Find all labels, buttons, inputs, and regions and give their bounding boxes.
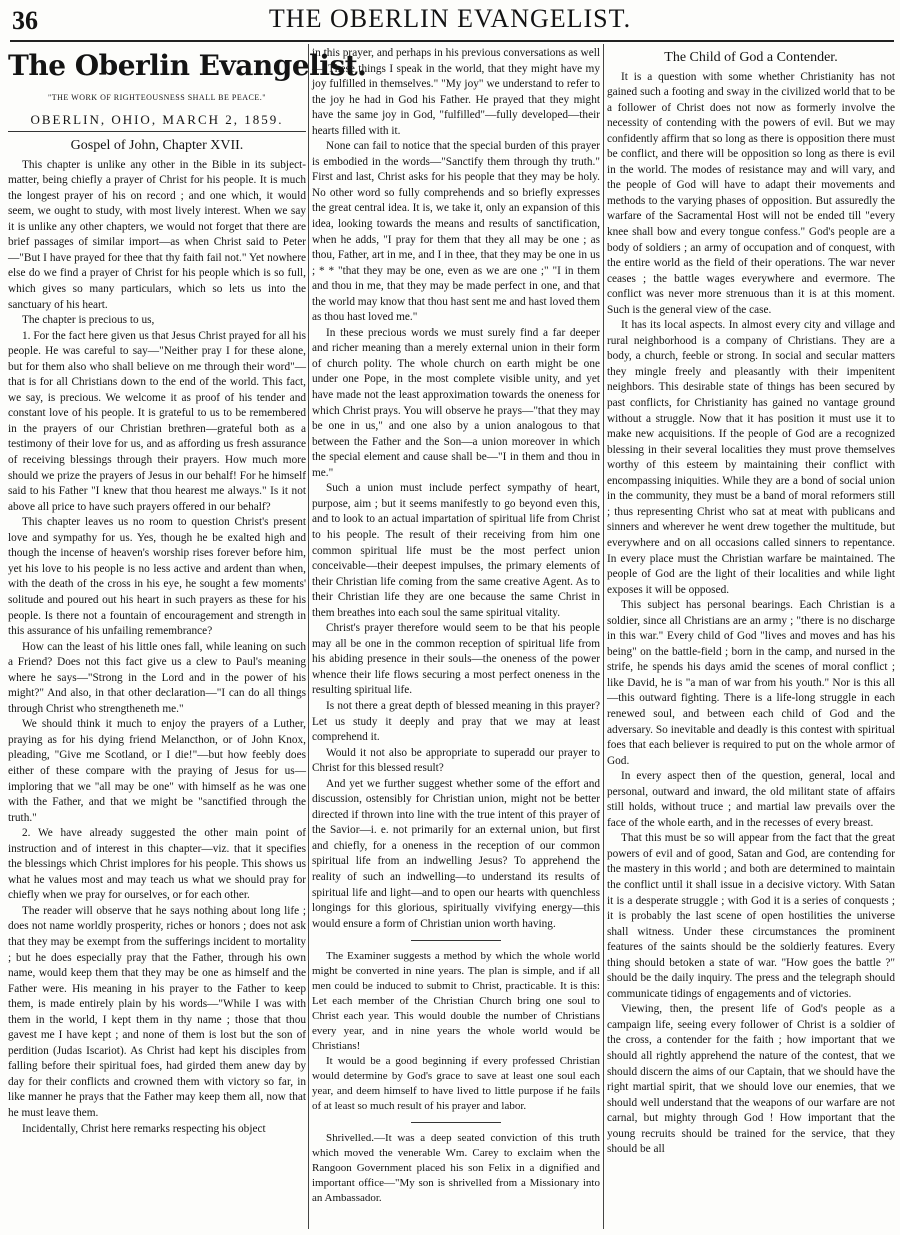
column-divider — [603, 44, 604, 1229]
article-title: The Child of God a Contender. — [664, 50, 838, 65]
paragraph: In every aspect then of the question, general, local and personal, outward and inward, the old militant state of affairs still holds, without truce ; and martial law prevails over the face of the whole earth, and in the recesses of every breast. — [607, 770, 895, 829]
paragraph: In these precious words we must surely find a far deeper and richer meaning than a merely external union in their form of church polity. The whole church on earth might be one under one Pope, in the most complete visible unity, and yet have made not the least approximation towards the oneness for which Christ prays. You will observe he prays—"that they may be one in us," and one also by a union analogous to that between the Father and the Son—a union moreover in which the special element and cause shall be—"I in them and thou in me." — [312, 326, 600, 479]
paragraph: It is a question with some whether Christianity has not gained such a footing and sway in the civilized world that to be a follower of Christ does not now as formerly involve the necessity of contending with the powers of evil. But we may confidently affirm that so long as there is opposition there must be conflict, and there will be opposition so long as there is evil in the world. The modes of resistance may and will vary, and the people of God will have to adapt their movements and methods to the varying phases of opposition. But assuredly the warfare of the Sacramental Host will not be ended till "every knee shall bow and every tongue confess." God's people are a body of soldiers ; an army of occupation and of conquest, with the entire world as the field of their operations. The war never ceases ; the battle wages everywhere and evermore. The conflict was never more strenuous than it is at this moment. Such is the general view of the case. — [607, 70, 895, 316]
examiner-note — [312, 949, 600, 1114]
paragraph: This chapter is unlike any other in the Bible in its subject-matter, being chiefly a prayer of Christ for his people. It is much the longest prayer of his on record ; and one which, it would seem, we ought to study, with most lively interest. When we say it is unlike any other chapters, we would not forget that there are brief passages of similar import—as when Christ said to Peter—"But I have prayed for thee that thy faith fail not." Yet nowhere else do we find a prayer of Christ for his people which is so full, which gives so many particulars, which so lets us into the sanctuary of his heart. — [8, 158, 306, 311]
paragraph: How can the least of his little ones fall, while leaning on such a Friend? Does not this fact give us a clew to Paul's meaning where he says—"Strong in the Lord and in the power of his might?" And also, in that other declaration—"I can do all things through Christ who strengtheneth me." — [8, 640, 306, 715]
paragraph: The reader will observe that he says nothing about long life ; does not name worldly prosperity, riches or honors ; does not ask that they may be exempt from the sufferings incident to mortality ; but he does especially pray that the Father, through his own name, would keep them that they may be one as himself and the Father were. His meaning in his prayer to the Father to keep them, is made entirely plain by his words—"While I was with them in the world, I kept them in thy name ; those that thou gavest me I have kept ; and none of them is lost but the son of perdition (Judas Iscariot). As Christ had kept his disciples from falling before their spiritual foes, had girded them anew day by day for their conflicts and crowned them with victory so far, in like manner he prays that the Father may keep them all, now that he must leave them. — [8, 904, 306, 1119]
page-number: 36 — [12, 6, 38, 35]
dateline: OBERLIN, OHIO, MARCH 2, 1859. — [8, 112, 306, 133]
article-body — [607, 70, 895, 1158]
article-body — [8, 158, 306, 1137]
paragraph: Christ's prayer therefore would seem to be that his people may all be one in the common reception of spiritual life from his abiding presence in their souls—the oneness of the power whence their life flows securing a most perfect oneness in the resulting spiritual life. — [312, 622, 600, 697]
header-rule — [10, 40, 894, 42]
column-1 — [8, 46, 367, 1227]
paragraph: 1. For the fact here given us that Jesus Christ prayed for all his people. He was careful to say—"Neither pray I for these alone, but for them also who shall believe on me through their word"—that is for all Christians down to the end of the world. This fact, we say, is precious. We welcome it as proof of his tender and constant love of his people. It is grateful to us to be remembered in the prayers of our Christian brethren—grateful both as a testimony of their love for us, and as affording us fresh assurance of receiving blessings through their prayers. How much more should we prize the prayers of Jesus in our behalf! For he himself said to his Father "I knew that thou hearest me always." Is it not above all price to have such prayers offered in our behalf? — [8, 329, 306, 513]
section-separator — [411, 1122, 501, 1123]
paragraph: Incidentally, Christ here remarks respecting his object — [22, 1122, 266, 1135]
paragraph: Viewing, then, the present life of God's people as a campaign life, seeing every follower of Christ is a soldier of the cross, a contender for the faith ; how important that we should all rightly apprehend the nature of the contest, that we should discern the aims of our Captain, that we should have the right martial spirit, that we should love our enemies, that we should well understand that the weapons of our warfare are not carnal, but mighty through God ! How important that the young recruits should be trained for the service, that they should be all — [607, 1003, 895, 1156]
paragraph: This chapter leaves us no room to question Christ's present love and sympathy for us. Yes, though he be exalted high and though the incense of heaven's worship rises forever before him, yet his love to his people is no less active and ardent than when, with the death of the cross in his eye, he sought a few moments' solitude and poured out his heart in such prayers as these for his people. Is there not a fountain of encouragement and strength in this assurance of his unfailing remembrance? — [8, 516, 306, 638]
paragraph: The Examiner suggests a method by which the whole world might be converted in nine years. The plan is simple, and if all men could be induced to submit to Christ, practicable. It is this: Let each member of the Christian Church bring one soul to Christ each year. This would double the number of Christians every year, and in nine years the whole world would be Christians! — [312, 950, 600, 1053]
section-separator — [411, 940, 501, 941]
paragraph: It would be a good beginning if every professed Christian would determine by God's grace to save at least one soul each year, and deem himself to have lived to little purpose if he fails of at least so much result of his prayer and labor. — [312, 1055, 600, 1113]
paragraph: It has its local aspects. In almost every city and village and rural neighborhood is a company of Christians. They are a body, a church, feeble or strong. In social and secular matters they mingle freely and pleasantly with their impenitent neighbors. This desirable state of things has been secured by past conflicts, for Christianity has gained no vantage ground without a struggle. Now that it has position it must use it to make new acquisitions. If the people of God are a recognized blessing in their several localities they must prove themselves worthy of this esteem by maintaining their conflict with encompassing iniquities. While they are a bond of social union in the community, they must be a band of moral reformers still ; thus representing Christ who sat at meat with publicans and sinners and wherever he went drew together the multitude, but everywhere and on all occasions called sinners to repentance. In every place must the Christian warfare be maintained. The people of God are the light of their localities and while light exposes it will be opposed. — [607, 319, 895, 596]
paragraph: Is not there a great depth of blessed meaning in this prayer? Let us study it deeply and pray that we may at least comprehend it. — [312, 699, 600, 744]
paragraph: And yet we further suggest whether some of the effort and discussion, ostensibly for Christian union, might not be better directed if thrown into line with the true intent of this prayer of the Savior—i. e. not primarily for an external union, but first and chiefly, for a oneness in the reception of our common spiritual life from an indwelling Jesus? To apprehend the reality of such an indwelling—to understand its results of spiritual life and light—and to open our hearts with quenchless longings for this glorious, spiritually vivifying energy—this would ensure a form of Christian union worth having. — [312, 777, 600, 930]
column-divider — [308, 44, 309, 1229]
running-title: THE OBERLIN EVANGELIST. — [268, 4, 632, 33]
paragraph: This subject has personal bearings. Each Christian is a soldier, since all Christians are an army ; "there is no discharge in this war." Every child of God "lives and moves and has his being" on the battle-field ; born in the camp, and nursed in the strife, he spends his days amid the scenes of moral conflict ; like David, he is "a man of war from his youth." Nor is this all—this outward fighting. There is a life-long struggle in each renewed soul, and between each child of God and the adversary. So inevitable and deadly is this contest with spiritual foes that each believer is required to put on the whole armor of God. — [607, 599, 895, 767]
paragraph: That this must be so will appear from the fact that the great powers of evil and of good, Satan and God, are contending for the mastery in this world ; and both are determined to maintain the conflict until it shall issue in a decisive victory. With Satan it is a desperate struggle ; with God it is a series of conquests ; it is probably the last scene of open hostilities the universe shall witness. Under these circumstances the prominent features of the saints should be the soldierly features. Every thing should betoken a state of war. "How goes the battle ?" should be the daily inquiry. The press and the telegraph should communicate tidings of engagements and of victories. — [607, 832, 895, 1000]
article-title: Gospel of John, Chapter XVII. — [70, 138, 244, 154]
column-2 — [312, 46, 600, 1227]
shrivelled-note — [312, 1131, 600, 1206]
paragraph: 2. We have already suggested the other main point of instruction and of interest in this chapter—viz. that it specifies the blessings which Christ implores for his people. This shows us what he values most and may teach us what we should pray for chiefly when we pray for ourselves, or for each other. — [8, 827, 306, 902]
paragraph: The chapter is precious to us, — [22, 314, 155, 327]
paragraph: None can fail to notice that the special burden of this prayer is embodied in the words—"Sanctify them through thy truth." First and last, Christ asks for his people that they may be holy. No other word so fully comprehends and so briefly expresses the great central idea. It is, we take it, only an expansion of this idea, looking towards the means and results of sanctification, when he adds, "I pray for them that they all may be one ; as thou, Father, art in me, and I in thee, that they may be one in us ; * * "that they may be one, even as we are one ;" "I in them and thou in me, that they may be made perfect in one, and that the world may know that thou hast sent me and hast loved them as thou hast loved me." — [312, 140, 601, 324]
article-continuation — [312, 46, 600, 932]
masthead-motto: "THE WORK OF RIGHTEOUSNESS SHALL BE PEACE." — [47, 93, 267, 102]
paragraph: We should think it much to enjoy the prayers of a Luther, praying as for his dying friend Melancthon, or of John Knox, pleading, "Give me Scotland, or I die!"—but how feebly does either of these compare with the praying of Jesus for us—imploring that we "all may be one" with himself as he was one with the Father, and that we might be "sanctified through the truth." — [8, 718, 306, 824]
running-header — [0, 0, 900, 44]
paragraph: Such a union must include perfect sympathy of heart, purpose, aim ; but it seems manifestly to go beyond even this, and to look to an actual impartation of spiritual life from Christ to his people. The result of their receiving from him one common spiritual life must be the most perfect union conceivable—their deepest impulses, the primary elements of their Christian life coming from the same creative Agent. As to their Christian life they are one because the same Christ in them breathes into each soul the same spiritual vitality. — [312, 482, 600, 619]
column-3 — [607, 46, 895, 1227]
paragraph: Shrivelled.—It was a deep seated conviction of this truth which moved the venerable Wm. Carey to exclaim when the Rangoon Government placed his son Felix in a dignified and important office—"My son is shrivelled from a Missionary into an Ambassador. — [312, 1132, 600, 1205]
paragraph: in this prayer, and perhaps in his previous conversations as well—"These things I speak in the world, that they might have my joy fulfilled in themselves." "My joy" we understand to refer to the joy he had in God his Father. He prayed that they might have the same joy in God, "fulfilled"—fully developed—their hearts filled with it. — [312, 47, 600, 137]
paragraph: Would it not also be appropriate to superadd our prayer to Christ for this blessed result? — [312, 746, 600, 775]
masthead-title: The Oberlin Evangelist. — [8, 49, 367, 82]
